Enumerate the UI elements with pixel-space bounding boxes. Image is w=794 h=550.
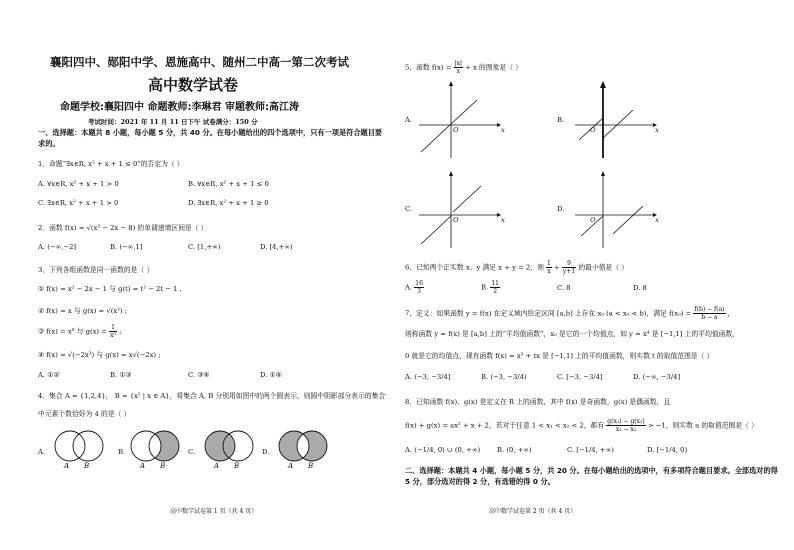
q8-line1: 8．已知函数 f(x)、g(x) 是定义在 R 上的函数，其中 f(x) 是奇函数，g(x) 是偶函数，且 bbox=[405, 398, 671, 406]
q4-option-d-label: D. bbox=[262, 448, 270, 456]
q7-denominator: b − a bbox=[701, 314, 718, 321]
q6-f1-numerator: 1 bbox=[547, 260, 551, 267]
graph-a-x-label: x bbox=[501, 126, 505, 134]
q6-option-a bbox=[405, 280, 424, 295]
page-2-footer: 高中数学试卷第 2 页（共 4 页） bbox=[489, 508, 577, 515]
q6-option-a-fraction bbox=[414, 280, 424, 295]
q3-item-3-text: ③ f(x) = x⁰ 与 g(x) = bbox=[38, 327, 107, 336]
q7-line1-text: 7．定义：如果函数 y = f(x) 在定义域内给定区间 [a,b] 上存在 x₀ (a < x₀ < b)，满足 f(x₀) = bbox=[405, 309, 692, 318]
graph-c-y-arrow bbox=[449, 171, 453, 176]
q6-option-b-label: B. bbox=[481, 283, 489, 292]
q5-option-b-label: B. bbox=[557, 116, 565, 124]
q7-line1 bbox=[405, 306, 734, 321]
exam-page-2 bbox=[397, 0, 794, 550]
q3-item-3 bbox=[38, 324, 121, 339]
q8-option-a: A. (−1/4, 0) ∪ (0, +∞) bbox=[405, 446, 481, 454]
graph-d-y-arrow bbox=[601, 171, 605, 176]
q6-plus: + bbox=[554, 263, 560, 272]
q8-line2-end: > −1，则实数 a 的取值范围是（ ） bbox=[647, 421, 758, 430]
q6-option-b-numerator: 11 bbox=[491, 280, 499, 287]
q6-stem-text: 6．已知两个正实数 x、y 满足 x + y = 2，则 bbox=[405, 263, 544, 272]
q5-stem-text: 5．函数 f(x) = bbox=[405, 63, 452, 72]
q1-stem: 1．命题“∃x∈R, x² + x + 1 ≤ 0”的否定为（ ） bbox=[38, 160, 184, 168]
graph-c-left-branch bbox=[421, 216, 451, 244]
exam-subtitle: 命题学校:襄阳四中 命题教师:李琳君 审题教师:高江涛 bbox=[60, 102, 299, 113]
exam-title: 高中数学试卷 bbox=[148, 76, 239, 94]
graph-c-origin: O bbox=[453, 216, 459, 224]
graph-b-right-branch bbox=[603, 110, 633, 138]
q7-option-c: C. [−3, −3/4] bbox=[557, 373, 603, 381]
q8-denominator: x₁ − x₂ bbox=[615, 426, 637, 433]
q4-stem-line1: 4．集合 A = {1,2,4}， B = {x² | x ∈ A}，将集合 A, B 分别用如图中的两个圆表示，则圆中阴影部分表示的集合 bbox=[38, 392, 386, 400]
q8-option-d: D. [−1/4, 0) bbox=[647, 446, 688, 454]
exam-info: 考试时间：2021 年 11 月 11 日下午 试卷满分：150 分 bbox=[88, 118, 258, 126]
q3-item-3-denominator: x⁰ bbox=[110, 332, 116, 339]
graph-d-right-branch bbox=[613, 206, 643, 234]
q2-option-b: B. (−∞,1] bbox=[110, 243, 143, 251]
graph-b-y-arrow bbox=[600, 81, 606, 88]
q1-option-a: A. ∀x∈R, x² + x + 1 > 0 bbox=[38, 180, 119, 188]
q6-f2-denominator: y+1 bbox=[562, 268, 576, 275]
q7-fraction bbox=[693, 306, 725, 321]
q6-option-b-denominator: 2 bbox=[493, 288, 498, 295]
q6-option-b-fraction bbox=[490, 280, 500, 295]
q5-denominator: x bbox=[456, 68, 460, 75]
q7-line3: 0 就是它的均值点，现有函数 f(x) = x³ + tx 是 [−1,1] 上的平均值函数，则实数 t 的取值范围是（ ） bbox=[405, 352, 714, 360]
venn-a-circle-b bbox=[73, 431, 103, 461]
q3-item-1: ① f(x) = x² − 2x − 1 与 g(t) = t² − 2t − 1 . bbox=[38, 285, 182, 293]
q3-item-3-fraction bbox=[109, 324, 117, 339]
exam-title-line1: 襄阳四中、郧阳中学、恩施高中、随州二中高一第二次考试 bbox=[50, 55, 349, 69]
q3-item-3-end: ; bbox=[119, 327, 122, 336]
q5-graph-b bbox=[573, 80, 663, 160]
q6-f2-numerator: 9 bbox=[562, 260, 576, 268]
q1-option-b: B. ∀x∈R, x² + x + 1 ≤ 0 bbox=[188, 180, 269, 188]
q7-option-d: D. (−∞, −3/4] bbox=[633, 373, 681, 381]
q8-line2 bbox=[405, 418, 758, 433]
q6-option-a-numerator: 16 bbox=[415, 280, 423, 287]
q2-option-c: C. [1,+∞) bbox=[188, 243, 221, 251]
graph-a-left-branch bbox=[421, 124, 451, 152]
graph-c-right-branch bbox=[453, 186, 481, 212]
q8-line2-text: f(x) + g(x) = ax² + x + 2，若对于任意 1 < x₁ < x₂ < 2，都有 bbox=[405, 421, 605, 430]
venn-a-circle-a bbox=[55, 431, 85, 461]
q5-option-c-label: C. bbox=[405, 205, 413, 213]
q2-stem: 2．函数 f(x) = √(x² − 2x − 8) 的单调递增区间是（ ） bbox=[38, 224, 208, 232]
q4-venn-b-label-a: A bbox=[140, 462, 146, 470]
q7-line1-end: ， bbox=[727, 309, 735, 318]
graph-a-origin: O bbox=[453, 126, 459, 134]
q4-venn-d-label-b: B bbox=[308, 462, 314, 470]
q5-numerator: |x| bbox=[454, 60, 462, 67]
q4-venn-c-label-a: A bbox=[214, 462, 220, 470]
q3-option-a: A. ①② bbox=[38, 371, 60, 379]
q3-option-d: D. ①④ bbox=[260, 371, 282, 379]
graph-d-origin: O bbox=[590, 216, 596, 224]
q7-numerator: f(b) − f(a) bbox=[694, 306, 725, 313]
q5-fraction bbox=[454, 60, 463, 75]
q5-option-d-label: D. bbox=[557, 205, 565, 213]
q4-option-c-label: C. bbox=[188, 448, 196, 456]
q4-stem-line2: 中元素个数恰好为 4 的是（ ） bbox=[38, 410, 131, 418]
q8-option-c: C. [−1/4, +∞) bbox=[567, 446, 614, 454]
q4-option-a-label: A. bbox=[38, 448, 46, 456]
q5-graph-c bbox=[417, 170, 507, 250]
q5-option-a-label: A. bbox=[405, 116, 413, 124]
graph-d-x-label: x bbox=[655, 216, 659, 224]
q7-option-b: B. (−3, −3/4) bbox=[481, 373, 527, 381]
q8-numerator: g(x₁) − g(x₂) bbox=[607, 418, 645, 425]
q1-option-c: C. ∃x∈R, x² + x + 1 > 0 bbox=[38, 199, 119, 207]
q8-fraction bbox=[606, 418, 645, 433]
q3-option-b: B. ①③ bbox=[110, 371, 132, 379]
q6-stem bbox=[405, 260, 628, 275]
q3-item-3-numerator: 1 bbox=[111, 324, 115, 331]
section-2-heading: 二、选择题：本题共 4 小题，每小题 5 分，共 20 分。在每小题给出的选项中，有多项符合题目要求。全部选对的得 5 分，部分选对的得 2 分，有选错的得 0 分。 bbox=[405, 466, 778, 486]
q6-option-b bbox=[481, 280, 500, 295]
q5-stem bbox=[405, 60, 522, 75]
q7-option-a: A. (−3, −3/4] bbox=[405, 373, 451, 381]
q6-fraction-2 bbox=[562, 260, 576, 275]
q5-graph-a bbox=[417, 80, 507, 160]
q4-venn-a-label-b: B bbox=[84, 462, 90, 470]
page-1-footer: 高中数学试卷第 1 页（共 4 页） bbox=[170, 508, 258, 515]
q6-option-a-denominator: 3 bbox=[417, 288, 421, 295]
q6-stem-text-end: 的最小值是（ ） bbox=[578, 263, 629, 272]
section-1-heading: 一、选择题：本题共 8 小题，每小题 5 分，共 40 分。在每小题给出的四个选项中，只有一项是符合题目要求的。 bbox=[38, 128, 383, 148]
q4-venn-a-label-a: A bbox=[64, 462, 70, 470]
q3-stem: 3．下列各组函数是同一函数的是（ ） bbox=[38, 266, 154, 274]
q2-option-a: A. (−∞,−2] bbox=[38, 243, 77, 251]
q3-item-4: ④ f(x) = √(−2x³) 与 g(x) = x√(−2x) ; bbox=[38, 351, 161, 359]
q3-option-c: C. ③④ bbox=[188, 371, 210, 379]
graph-b-origin: O bbox=[590, 126, 596, 134]
q5-graph-d bbox=[573, 170, 663, 250]
graph-c-x-label: x bbox=[501, 216, 505, 224]
q8-option-b: B. (0, +∞) bbox=[497, 446, 532, 454]
graph-a-right-branch bbox=[451, 100, 477, 124]
q6-option-d: D. 8 bbox=[633, 284, 647, 292]
graph-b-x-label: x bbox=[655, 126, 659, 134]
q7-line2: 则称函数 y = f(x) 是 [a,b] 上的“平均值函数”，x₀ 是它的一个均值点，如 y = x⁴ 是 [−1,1] 上的平均值函数， bbox=[405, 330, 740, 338]
q4-venn-b-label-b: B bbox=[160, 462, 166, 470]
q6-f1-denominator: x bbox=[547, 268, 551, 275]
q4-venn-d-label-a: A bbox=[288, 462, 294, 470]
graph-a-y-arrow bbox=[449, 81, 453, 86]
q6-fraction-1 bbox=[546, 260, 552, 275]
q5-stem-text-end: + x 的图象是（ ） bbox=[465, 63, 522, 72]
q4-option-b-label: B. bbox=[118, 448, 126, 456]
q3-item-2: ② f(x) = x 与 g(x) = √(x²) ; bbox=[38, 307, 128, 315]
q6-option-c: C. 8 bbox=[557, 284, 571, 292]
q1-option-d: D. ∃x∈R, x² + x + 1 ≥ 0 bbox=[188, 199, 269, 207]
q4-venn-c-label-b: B bbox=[234, 462, 240, 470]
q2-option-d: D. [4,+∞) bbox=[260, 243, 293, 251]
q6-option-a-label: A. bbox=[405, 283, 413, 292]
